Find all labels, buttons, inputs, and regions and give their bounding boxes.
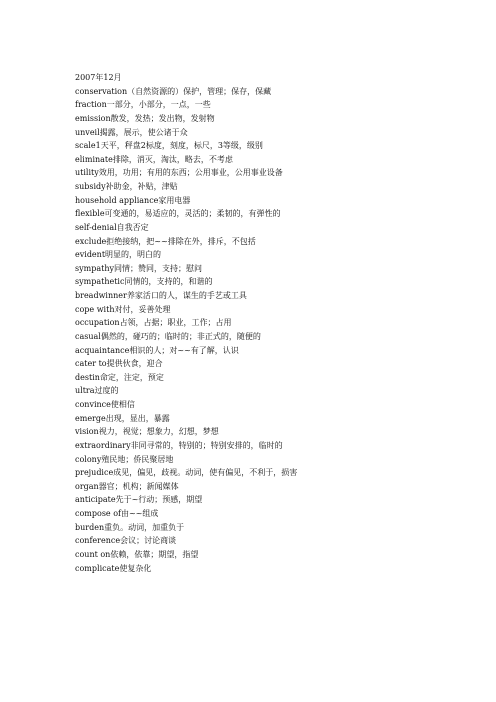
vocabulary-entry: cope with对付，妥善处理 bbox=[75, 304, 171, 314]
vocabulary-entry: acquaintance相识的人；对~~有了解，认识 bbox=[75, 345, 239, 355]
vocabulary-entry: prejudice成见，偏见，歧视。动词，使有偏见，不利于，损害 bbox=[75, 468, 298, 478]
vocabulary-entry: anticipate先于~行动；预感，期望 bbox=[75, 495, 203, 505]
vocabulary-entry: compose of由~~组成 bbox=[75, 509, 159, 518]
vocabulary-entry: casual偶然的，碰巧的；临时的；非正式的，随便的 bbox=[75, 331, 261, 341]
vocabulary-entry: subsidy补助金，补贴，津贴 bbox=[75, 182, 178, 191]
vocabulary-entry: flexible可变通的，易适应的，灵活的；柔韧的，有弹性的 bbox=[75, 209, 281, 219]
vocabulary-entry: cater to提供伙食，迎合 bbox=[75, 359, 163, 369]
vocabulary-entry: utility效用，功用；有用的东西；公用事业，公用事业设备 bbox=[75, 168, 283, 178]
vocabulary-entry: scale1天平，秤盘2标度，刻度，标尺，3等级，级别 bbox=[75, 141, 263, 151]
vocabulary-entry: conservation（自然资源的）保护，管理；保存，保藏 bbox=[75, 86, 272, 96]
vocabulary-entry: fraction一部分，小部分，一点，一些 bbox=[75, 100, 211, 110]
vocabulary-entry: ultra过度的 bbox=[75, 386, 119, 396]
vocabulary-entry: destin命定，注定，预定 bbox=[75, 372, 164, 382]
vocabulary-entry: household appliance家用电器 bbox=[75, 195, 191, 205]
vocabulary-entry: conference会议；讨论商谈 bbox=[75, 536, 177, 546]
vocabulary-entry: burden重负。动词，加重负于 bbox=[75, 522, 185, 532]
vocabulary-entry: breadwinner养家活口的人，谋生的手艺或工具 bbox=[75, 291, 247, 300]
vocabulary-entry: evident明显的，明白的 bbox=[75, 250, 162, 260]
vocabulary-entry: sympathy同情；赞同，支持；慰问 bbox=[75, 263, 202, 273]
vocabulary-entry: count on依赖，依靠；期望，指望 bbox=[75, 549, 199, 559]
vocabulary-entry: emission散发，发热；发出物，发射物 bbox=[75, 113, 215, 123]
vocabulary-list-block bbox=[75, 71, 475, 575]
vocabulary-entry: emerge出现，显出，暴露 bbox=[75, 413, 170, 423]
vocabulary-entry: eliminate排除，消灭，淘汰，略去，不考虑 bbox=[75, 154, 233, 164]
vocabulary-entry: self-denial自我否定 bbox=[75, 222, 149, 232]
vocabulary-entry: sympathetic同情的，支持的，和谐的 bbox=[75, 277, 213, 287]
vocabulary-entry: occupation占领，占据；职业，工作；占用 bbox=[75, 318, 232, 328]
vocabulary-entries bbox=[75, 85, 475, 576]
vocabulary-entry: complicate使复杂化 bbox=[75, 563, 152, 573]
vocabulary-entry: organ器官；机构；新闻媒体 bbox=[75, 481, 179, 491]
vocabulary-entry: colony殖民地；侨民聚居地 bbox=[75, 454, 174, 464]
vocabulary-entry: exclude拒绝接纳，把~~排除在外，排斥，不包括 bbox=[75, 236, 256, 246]
vocabulary-entry: convince使相信 bbox=[75, 400, 135, 409]
document-date: 2007年12月 bbox=[75, 73, 122, 82]
vocabulary-entry: vision视力，视觉；想象力，幻想，梦想 bbox=[75, 427, 219, 437]
vocabulary-entry: extraordinary非同寻常的，特别的；特别安排的，临时的 bbox=[75, 440, 283, 450]
vocabulary-entry: unveil揭露，展示，使公诸于众 bbox=[75, 127, 188, 137]
